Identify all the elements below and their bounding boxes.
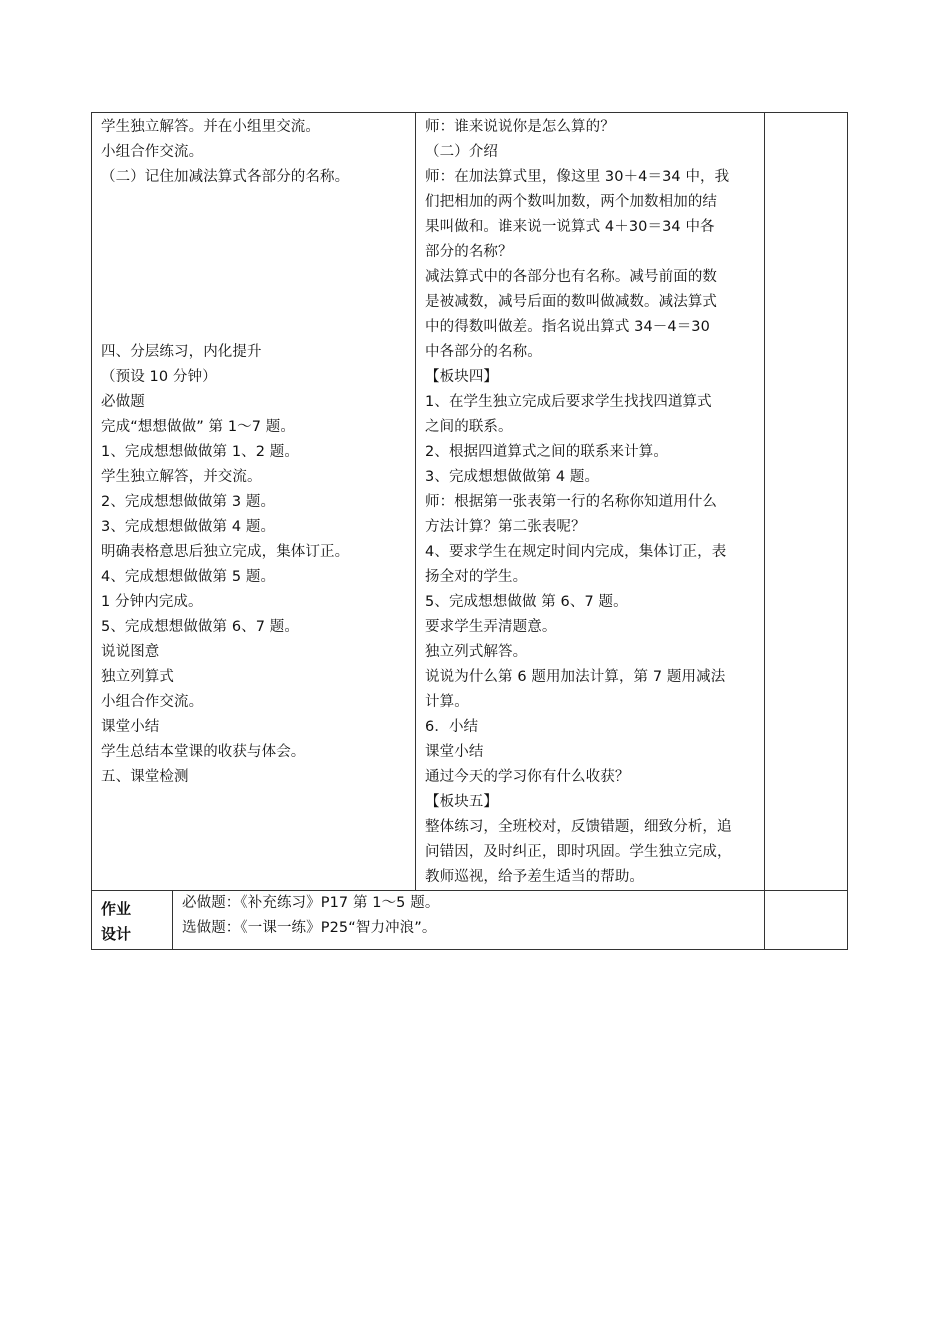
blank-gap [101,190,409,340]
homework-notes-cell [765,891,848,950]
text-line: 2、根据四道算式之间的联系来计算。 [425,444,668,460]
text-line: 小组合作交流。 [101,694,204,710]
text-line: （二）记住加减法算式各部分的名称。 [101,169,350,185]
homework-row [92,891,848,950]
text-line: 果叫做和。谁来说一说算式 4＋30＝34 中各 [425,219,715,235]
text-line: 学生独立解答，并交流。 [101,469,262,485]
text-line: 独立列式解答。 [425,644,528,660]
text-line: 【板块四】 [425,369,499,385]
homework-required: 必做题：《补充练习》P17 第 1～5 题。 [182,895,440,911]
text-line: 减法算式中的各部分也有名称。减号前面的数 [425,269,718,285]
text-line: 学生总结本堂课的收获与体会。 [101,744,306,760]
text-line: 部分的名称？ [425,244,513,260]
student-activity-top [101,115,409,190]
notes-cell [765,113,848,891]
text-line: 1 分钟内完成。 [101,594,203,610]
text-line: 4、要求学生在规定时间内完成，集体订正，表 [425,544,727,560]
text-line: 扬全对的学生。 [425,569,528,585]
text-line: （二）介绍 [425,144,499,160]
text-line: 中的得数叫做差。指名说出算式 34－4＝30 [425,319,710,335]
text-line: 【板块五】 [425,794,499,810]
text-line: 师：根据第一张表第一行的名称你知道用什么 [425,494,718,510]
text-line: 独立列算式 [101,669,174,685]
text-line: 问错因，及时纠正，即时巩固。学生独立完成， [425,844,732,860]
text-line: 3、完成想想做做第 4 题。 [425,469,600,485]
activity-row [92,113,848,891]
text-line: 说说图意 [101,644,160,660]
text-line: 计算。 [425,694,469,710]
text-line: 1、在学生独立完成后要求学生找找四道算式 [425,394,712,410]
text-line: 四、分层练习，内化提升 [101,344,262,360]
text-line: 五、课堂检测 [101,769,189,785]
text-line: 教师巡视，给予差生适当的帮助。 [425,869,645,885]
text-line: 要求学生弄清题意。 [425,619,557,635]
teacher-activity-lines [425,115,758,890]
text-line: 师：谁来说说你是怎么算的？ [425,119,615,135]
text-line: 3、完成想想做做第 4 题。 [101,519,276,535]
text-line: （预设 10 分钟） [101,369,217,385]
text-line: 4、完成想想做做第 5 题。 [101,569,276,585]
text-line: 说说为什么第 6 题用加法计算，第 7 题用减法 [425,669,726,685]
text-line: 方法计算？第二张表呢？ [425,519,586,535]
text-line: 之间的联系。 [425,419,513,435]
text-line: 必做题 [101,394,145,410]
text-line: 们把相加的两个数叫加数，两个加数相加的结 [425,194,718,210]
text-line: 课堂小结 [425,744,484,760]
text-line: 完成“想想做做” 第 1～7 题。 [101,419,296,435]
text-line: 课堂小结 [101,719,160,735]
text-line: 1、完成想想做做第 1、2 题。 [101,444,299,460]
homework-label-cell [92,891,173,950]
text-line: 小组合作交流。 [101,144,204,160]
text-line: 5、完成想想做做第 6、7 题。 [101,619,299,635]
homework-content-cell [173,891,765,950]
homework-label-line1: 作业 [101,900,132,918]
text-line: 中各部分的名称。 [425,344,542,360]
text-line: 2、完成想想做做第 3 题。 [101,494,276,510]
homework-label-line2: 设计 [101,925,132,943]
text-line: 学生独立解答。并在小组里交流。 [101,119,320,135]
text-line: 整体练习，全班校对，反馈错题，细致分析，追 [425,819,732,835]
text-line: 是被减数，减号后面的数叫做减数。减法算式 [425,294,718,310]
teacher-activity-cell [416,113,765,891]
text-line: 5、完成想想做做 第 6、7 题。 [425,594,628,610]
text-line: 通过今天的学习你有什么收获？ [425,769,630,785]
homework-optional: 选做题：《一课一练》P25“智力冲浪”。 [182,920,437,936]
text-line: 师：在加法算式里，像这里 30＋4＝34 中，我 [425,169,730,185]
student-activity-cell [92,113,416,891]
lesson-plan-table [91,112,848,950]
text-line: 6．小结 [425,719,479,735]
student-activity-lower [101,340,409,790]
text-line: 明确表格意思后独立完成，集体订正。 [101,544,350,560]
